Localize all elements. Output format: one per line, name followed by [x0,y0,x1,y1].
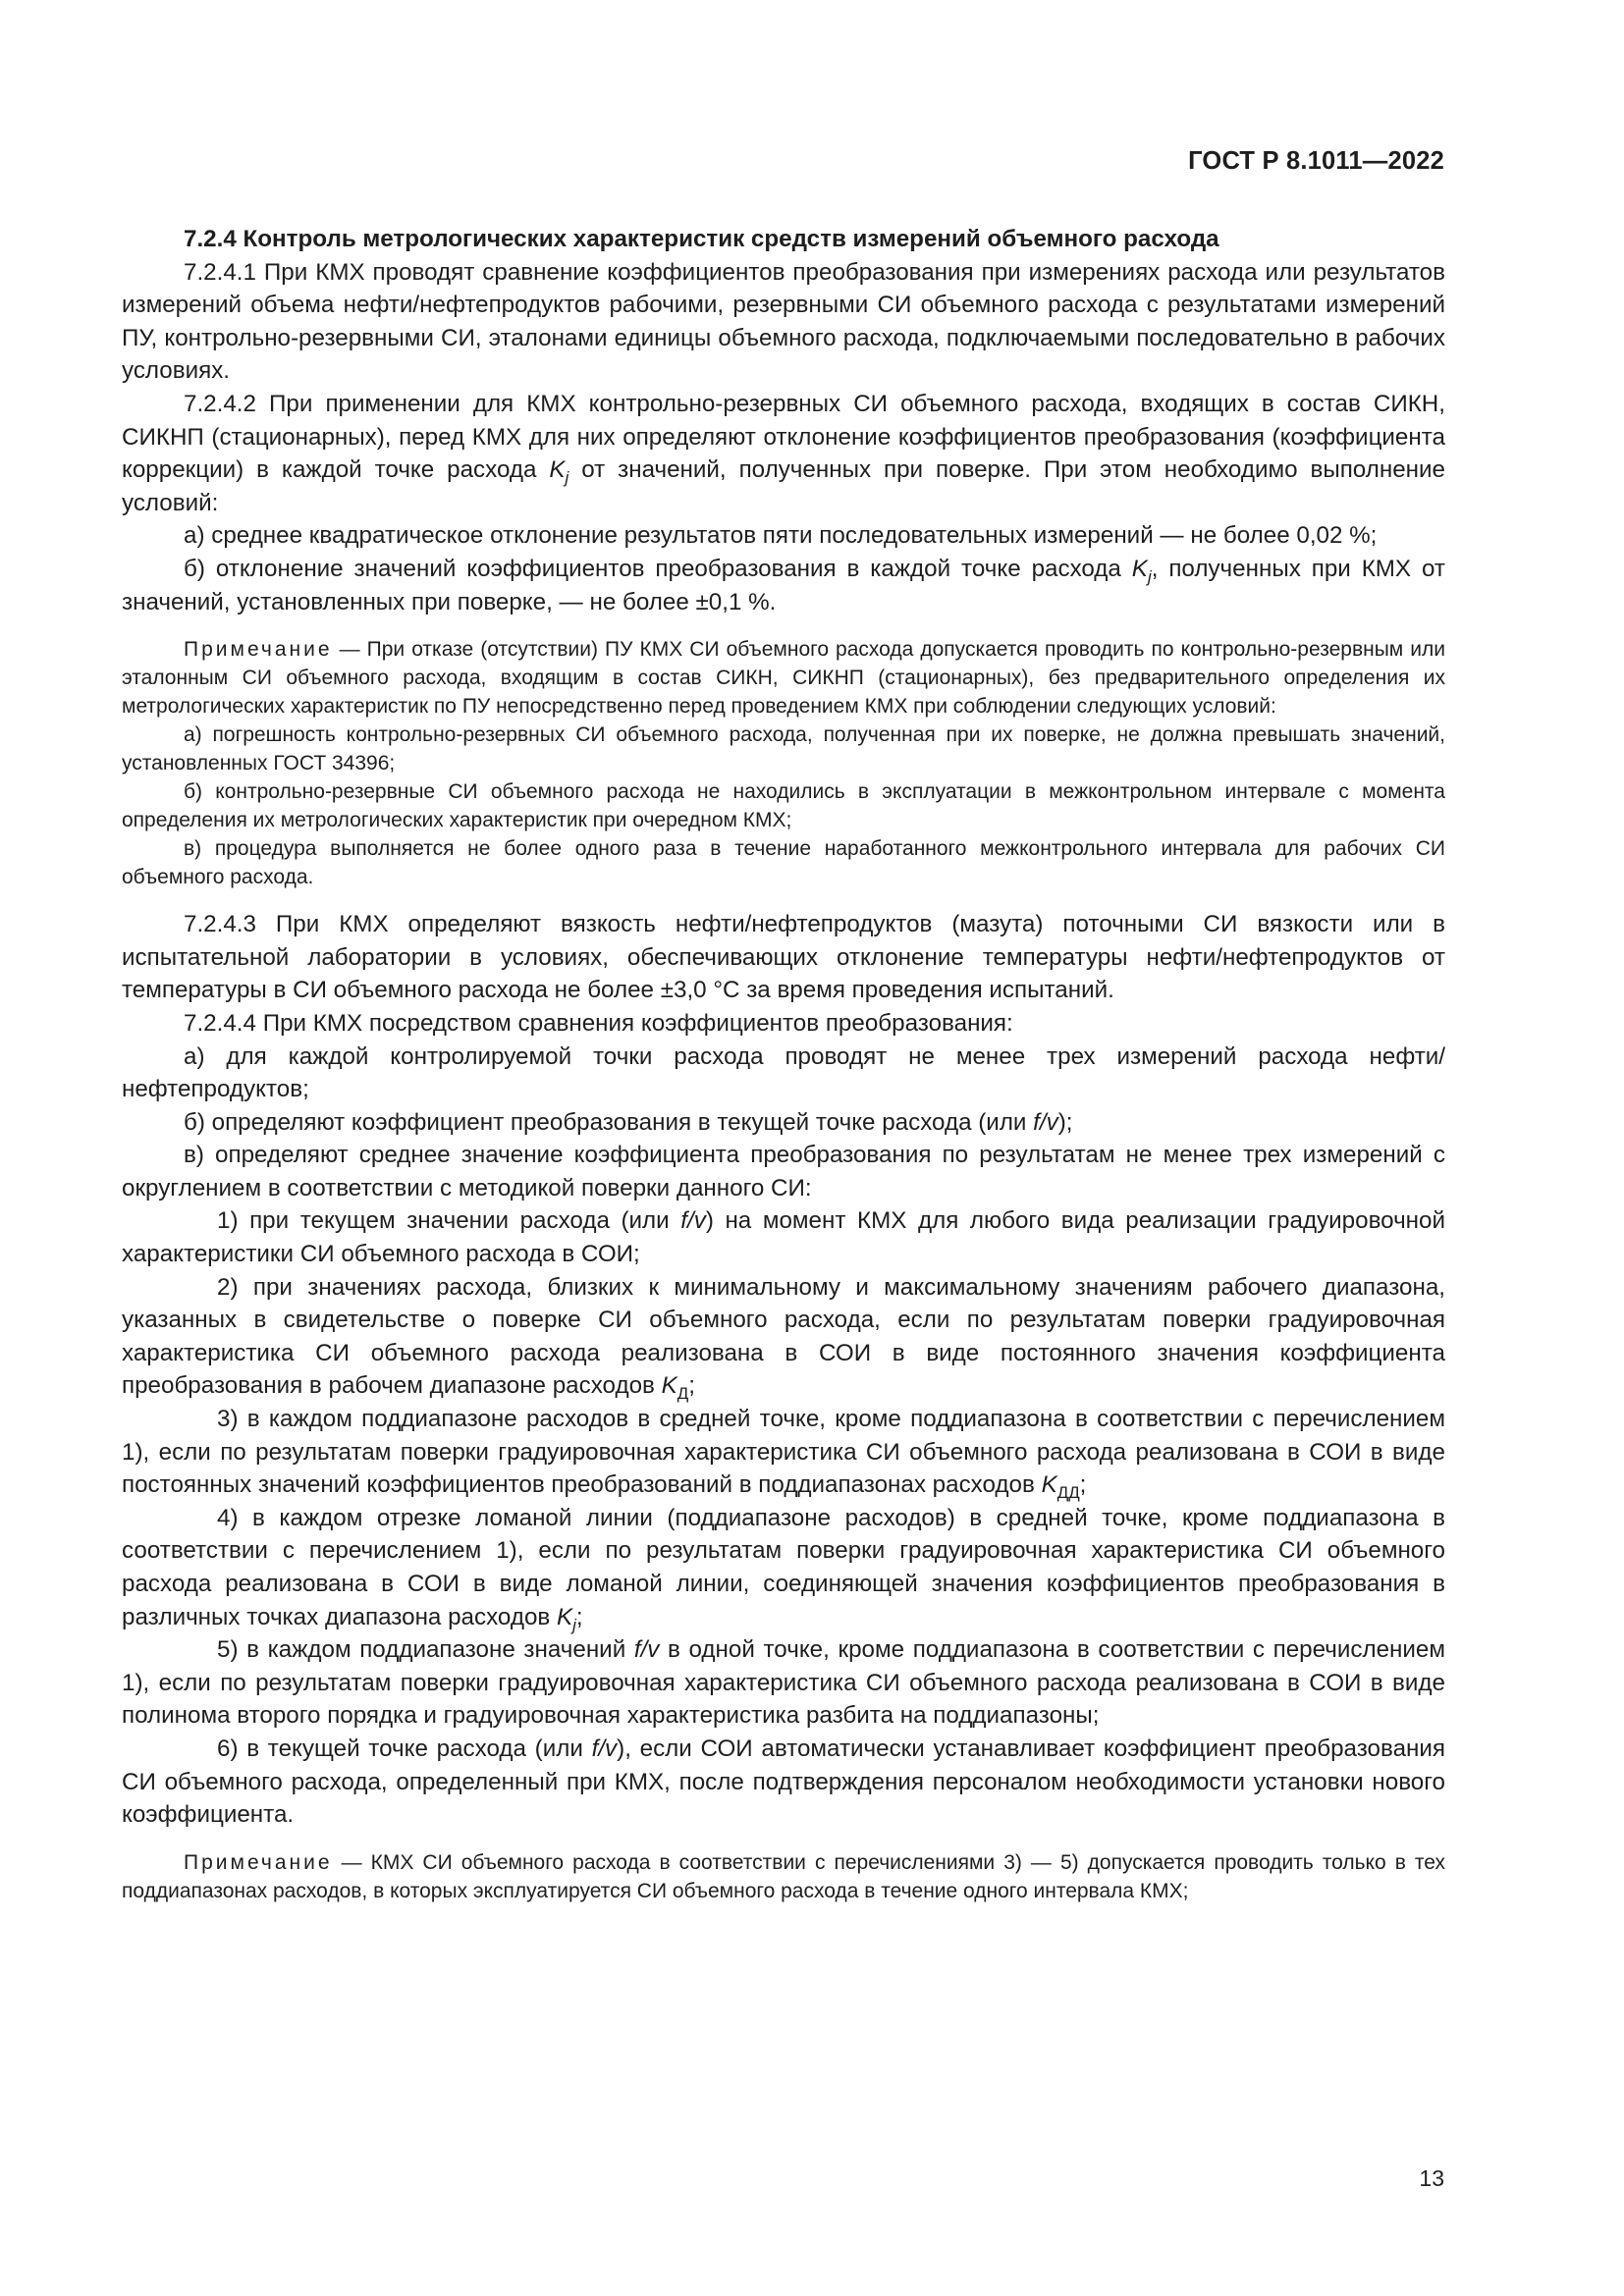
note-label: Примечание [184,1850,333,1874]
document-number: ГОСТ Р 8.1011—2022 [1188,147,1444,175]
subitem-4: 4) в каждом отрезке ломаной линии (поддиапазоне расходов) в средней точке, кроме поддиапазона в соответствии с перечислением 1), если по результатам поверки градуировочная характеристика СИ объемного расхода реализована в СОИ в виде ломаной линии, соединяющей значения коэффициентов преобразования в различных точках диапазона расходов $K_j$; [122,1504,1445,1634]
subitem-3: 3) в каждом поддиапазоне расходов в средней точке, кроме поддиапазона в соответствии с перечислением 1), если по результатам поверки градуировочная характеристика СИ объемного расхода реализована в СОИ в виде постоянных значений коэффициентов преобразований в поддиапазонах расходов $K_{ДД}$; [122,1406,1445,1503]
subitem-1: 1) при текущем значении расхода (или f/v) на момент КМХ для любого вида реализации градуировочной характеристики СИ объемного расхода в СОИ; [122,1207,1445,1268]
item-b: б) определяют коэффициент преобразования в текущей точке расхода (или f/v); [184,1108,1073,1136]
note-1: Примечание — При отказе (отсутствии) ПУ КМХ СИ объемного расхода допускается проводить по контрольно-резервным или эталонным СИ объемного расхода, входящим в состав СИКН, СИКНП (стационарных), без предварительного определения их метрологических характеристик по ПУ непосредственно перед проведением КМХ при соблюдении следующих условий: [122,638,1445,719]
item-a: а) для каждой контролируемой точки расхода проводят не менее трех измерений расхода нефти/нефтепродуктов; [122,1042,1445,1103]
note-2: Примечание — КМХ СИ объемного расхода в соответствии с перечислениями 3) — 5) допускается проводить только в тех поддиапазонах расходов, в которых эксплуатируется СИ объемного расхода в течение одного интервала КМХ; [122,1850,1445,1902]
page-number: 13 [1419,2165,1444,2191]
paragraph-7-2-4-2: 7.2.4.2 При применении для КМХ контрольно-резервных СИ объемного расхода, входящих в состав СИКН, СИКНП (стационарных), перед КМХ для них определяют отклонение коэффициентов преобразования (коэффициента коррекции) в каждой точке расхода $K_j$ от значений, полученных при поверке. При этом необходимо выполнение условий: [122,390,1445,516]
note-1-item-a: а) погрешность контрольно-резервных СИ объемного расхода, полученная при их поверке, не должна превышать значений, установленных ГОСТ 34396; [122,723,1445,775]
condition-a: а) среднее квадратическое отклонение результатов пяти последовательных измерений — не более 0,02 %; [184,522,1378,550]
item-c: в) определяют среднее значение коэффициента преобразования по результатам не менее трех измерений с округлением в соответствии с методикой поверки данного СИ: [122,1142,1445,1201]
note-1-item-c: в) процедура выполняется не более одного раза в течение наработанного межконтрольного интервала для рабочих СИ объемного расхода. [122,837,1445,889]
paragraph-7-2-4-3: 7.2.4.3 При КМХ определяют вязкость нефти/нефтепродуктов (мазута) поточными СИ вязкости или в испытательной лаборатории в условиях, обеспечивающих отклонение температуры нефти/нефтепродуктов от температуры в СИ объемного расхода не более ±3,0 °С за время проведения испытаний. [122,911,1445,1004]
subitem-5: 5) в каждом поддиапазоне значений f/v в одной точке, кроме поддиапазона в соответствии с перечислением 1), если по результатам поверки градуировочная характеристика СИ объемного расхода реализована в СОИ в виде полинома второго порядка и градуировочная характеристика разбита на поддиапазоны; [122,1636,1446,1730]
subitem-6: 6) в текущей точке расхода (или f/v), если СОИ автоматически устанавливает коэффициент преобразования СИ объемного расхода, определенный при КМХ, после подтверждения персоналом необходимости установки нового коэффициента. [122,1735,1445,1829]
condition-b: б) отклонение значений коэффициентов преобразования в каждой точке расхода $K_j$, полученных при КМХ от значений, установленных при поверке, — не более ±0,1 %. [122,555,1445,615]
page-content [122,223,1445,1905]
paragraph-7-2-4-4: 7.2.4.4 При КМХ посредством сравнения коэффициентов преобразования: [184,1009,1013,1037]
note-label: Примечание [184,638,333,662]
section-heading: 7.2.4 Контроль метрологических характеристик средств измерений объемного расхода [184,226,1219,252]
paragraph-7-2-4-1: 7.2.4.1 При КМХ проводят сравнение коэффициентов преобразования при измерениях расхода или результатов измерений объема нефти/нефтепродуктов рабочими, резервными СИ объемного расхода с результатами измерений ПУ, контрольно-резервными СИ, эталонами единицы объемного расхода, подключаемыми последовательно в рабочих условиях. [122,258,1445,385]
note-1-item-b: б) контрольно-резервные СИ объемного расхода не находились в эксплуатации в межконтрольном интервале с момента определения их метрологических характеристик при очередном КМХ; [122,780,1445,832]
subitem-2: 2) при значениях расхода, близких к минимальному и максимальному значениям рабочего диапазона, указанных в свидетельстве о поверке СИ объемного расхода, если по результатам поверки градуировочная характеристика СИ объемного расхода реализована в СОИ в виде постоянного значения коэффициента преобразования в рабочем диапазоне расходов $K_Д$; [122,1273,1445,1404]
